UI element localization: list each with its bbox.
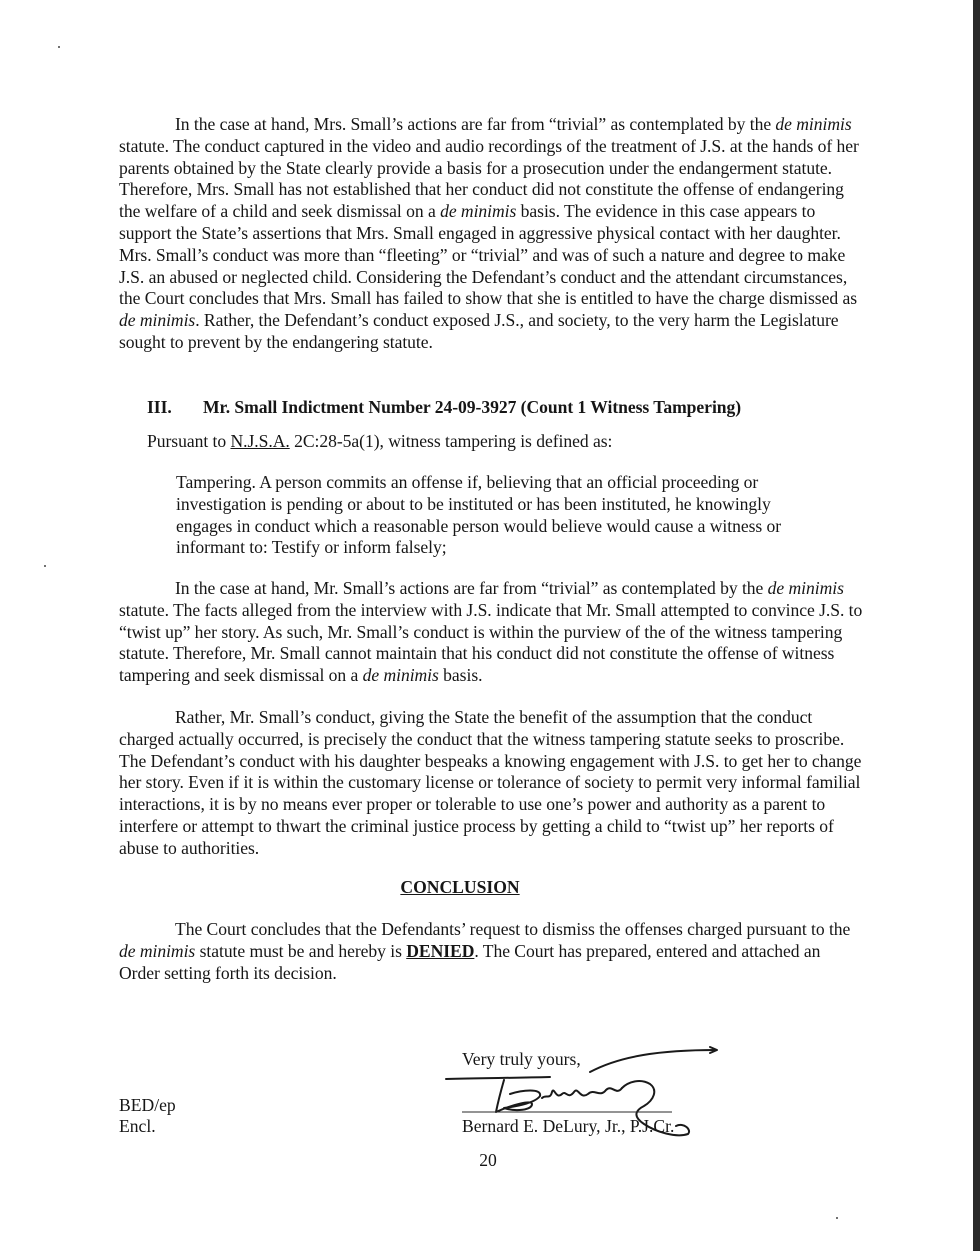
paragraph-witness-tampering <box>119 578 864 687</box>
statute-quote-text: Tampering. A person commits an offense if, believing that an official proceeding or investigation is pending or about to be instituted or has been instituted, he knowingly engages in conduct which a reasonable person would believe would cause a witness or informant to: Testify or inform falsely; <box>176 472 782 558</box>
text-run: Rather, Mr. Small’s conduct, giving the State the benefit of the assumption that the conduct charged actually occurred, is precisely the conduct that the witness tampering statute seeks to proscribe. The Defendant’s conduct with his daughter bespeaks a knowing engagement with J.S. to get her to change her story. Even if it is within the customary license or tolerance of society to permit very informal familial interactions, it is by no means ever proper or tolerable to use one’s power and authority as a parent to interfere or attempt to thwart the criminal justice process by getting a child to “twist up” her reports of abuse to authorities. <box>119 707 862 858</box>
text-run: . Rather, the Defendant’s conduct exposed J.S., and society, to the very harm the Legislature sought to prevent by the endangering statute. <box>119 310 839 352</box>
page-number: 20 <box>479 1150 497 1170</box>
paragraph-endangerment <box>119 114 864 354</box>
text-run: . The Court has prepared, entered and attached an Order setting forth its decision. <box>119 940 821 983</box>
paragraph-conclusion <box>119 919 864 984</box>
italic-term: de minimis <box>119 310 196 331</box>
section-title: Mr. Small Indictment Number 24-09-3927 (Count 1 Witness Tampering) <box>203 397 742 417</box>
italic-term: de minimis <box>362 665 439 686</box>
italic-term: de minimis <box>440 201 517 222</box>
scan-speck <box>58 46 60 48</box>
text-run: The Court concludes that the Defendants’ request to dismiss the offenses charged pursuant to the <box>175 919 851 939</box>
enclosure-notation: Encl. <box>119 1116 156 1136</box>
paragraph-text <box>119 578 864 687</box>
typist-initials: BED/ep <box>119 1095 176 1115</box>
italic-term: de minimis <box>119 940 196 961</box>
paragraph-text <box>119 707 864 860</box>
text-run: basis. The evidence in this case appears to support the State’s assertions that Mrs. Small engaged in aggressive physical contact with her daughter. Mrs. Small’s conduct was more than “fleeting” or “trivial” and was of such a nature and degree to make J.S. an abused or neglected child. Considering the Defendant’s conduct and the attendant circumstances, the Court concludes that Mrs. Small has failed to show that she is entitled to have the charge dismissed as <box>119 201 858 309</box>
italic-term: de minimis <box>767 578 844 598</box>
section-number: III. <box>147 397 172 417</box>
text-run: statute. The facts alleged from the interview with J.S. indicate that Mr. Small attempted to convince J.S. to “twist up” her story. As such, Mr. Small’s conduct is within the purview of the of the witness tampering statute. Therefore, Mr. Small cannot maintain that his conduct did not constitute the offense of witness tampering and seek dismissal on a <box>119 599 863 686</box>
closing-salutation: Very truly yours, <box>462 1049 581 1069</box>
statute-quote <box>176 472 826 559</box>
italic-term: de minimis <box>775 114 852 134</box>
paragraph-conduct <box>119 707 864 860</box>
section-heading <box>147 397 867 419</box>
paragraph-text <box>119 919 864 984</box>
text-run: statute must be and hereby is <box>195 940 407 961</box>
paragraph-text <box>119 114 864 354</box>
signer-name: Bernard E. DeLury, Jr., P.J.Cr. <box>462 1116 675 1136</box>
handwritten-signature <box>440 1042 730 1160</box>
text-run: basis. <box>438 665 483 686</box>
text-run: In the case at hand, Mrs. Small’s actions are far from “trivial” as contemplated by the <box>175 114 776 134</box>
text-run: In the case at hand, Mr. Small’s actions are far from “trivial” as contemplated by the <box>175 578 768 598</box>
ruling-word: DENIED <box>406 940 475 961</box>
scan-speck <box>44 565 46 567</box>
conclusion-heading: CONCLUSION <box>400 877 520 897</box>
scan-speck <box>836 1217 838 1219</box>
statute-intro <box>147 431 892 453</box>
scan-border <box>973 0 980 1251</box>
statute-intro-prefix: Pursuant to <box>147 431 231 451</box>
statute-citation: N.J.S.A. <box>230 431 290 451</box>
statute-intro-suffix: 2C:28-5a(1), witness tampering is defined as: <box>289 431 613 451</box>
text-run: statute. The conduct captured in the video and audio recordings of the treatment of J.S. at the hands of her parents obtained by the State clearly provide a basis for a prosecution under the endangerment statute. Therefore, Mrs. Small has not established that her conduct did not constitute the offense of endangering the welfare of a child and seek dismissal on a <box>119 135 859 222</box>
